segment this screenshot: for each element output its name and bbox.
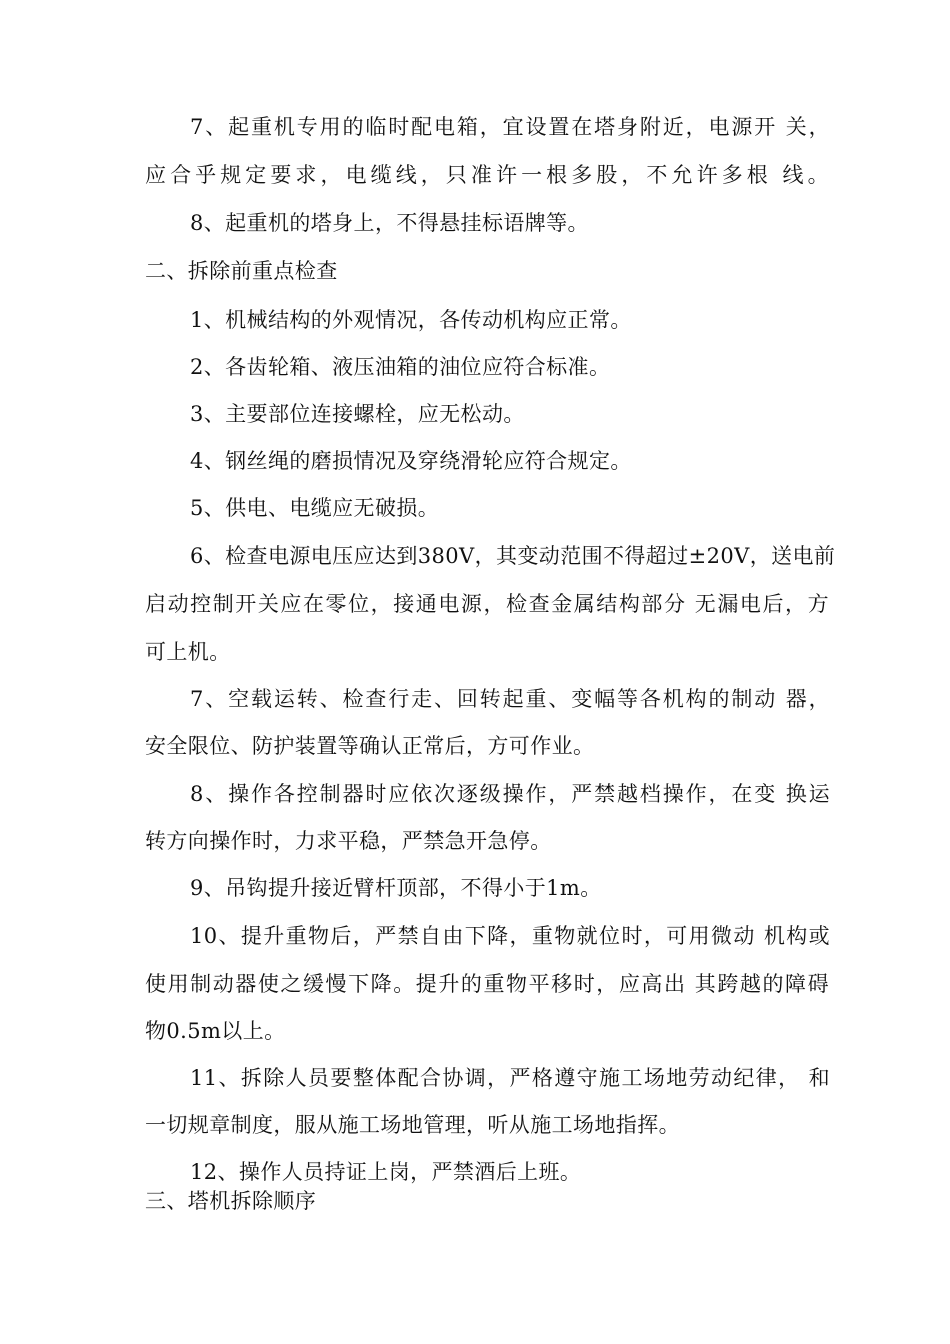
check-item-6-line-2: 启动控制开关应在零位，接通电源，检查金属结构部分 无漏电后，方 bbox=[145, 592, 829, 616]
check-item-3: 3、主要部位连接螺栓，应无松动。 bbox=[190, 402, 525, 426]
paragraph-7-line-2: 应合乎规定要求，电缆线，只准许一根多股，不允许多根 线。 bbox=[145, 163, 829, 187]
paragraph-7-line-1: 7、起重机专用的临时配电箱，宜设置在塔身附近，电源开 关， bbox=[190, 115, 830, 139]
check-item-6-line-3: 可上机。 bbox=[145, 640, 231, 664]
check-item-4: 4、钢丝绳的磨损情况及穿绕滑轮应符合规定。 bbox=[190, 449, 632, 473]
check-item-8-line-2: 转方向操作时，力求平稳，严禁急开急停。 bbox=[145, 829, 552, 853]
check-item-7-line-2: 安全限位、防护装置等确认正常后，方可作业。 bbox=[145, 734, 595, 758]
check-item-8-line-1: 8、操作各控制器时应依次逐级操作，严禁越档操作，在变 换运 bbox=[190, 782, 830, 806]
check-item-10-line-3: 物0.5m以上。 bbox=[145, 1019, 286, 1043]
check-item-1: 1、机械结构的外观情况，各传动机构应正常。 bbox=[190, 308, 632, 332]
section-heading-2: 二、拆除前重点检查 bbox=[145, 259, 338, 283]
check-item-10-line-2: 使用制动器使之缓慢下降。提升的重物平移时，应高出 其跨越的障碍 bbox=[145, 972, 829, 996]
check-item-2: 2、各齿轮箱、液压油箱的油位应符合标准。 bbox=[190, 355, 611, 379]
check-item-5: 5、供电、电缆应无破损。 bbox=[190, 496, 440, 520]
check-item-10-line-1: 10、提升重物后，严禁自由下降，重物就位时，可用微动 机构或 bbox=[190, 924, 830, 948]
paragraph-8: 8、起重机的塔身上，不得悬挂标语牌等。 bbox=[190, 211, 589, 235]
check-item-7-line-1: 7、空载运转、检查行走、回转起重、变幅等各机构的制动 器， bbox=[190, 687, 830, 711]
check-item-12: 12、操作人员持证上岗，严禁酒后上班。 bbox=[190, 1160, 582, 1184]
section-heading-3: 三、塔机拆除顺序 bbox=[145, 1189, 317, 1213]
check-item-11-line-1: 11、拆除人员要整体配合协调，严格遵守施工场地劳动纪律， 和 bbox=[190, 1066, 830, 1090]
check-item-11-line-2: 一切规章制度，服从施工场地管理，听从施工场地指挥。 bbox=[145, 1113, 680, 1137]
check-item-9: 9、吊钩提升接近臂杆顶部，不得小于1m。 bbox=[190, 876, 602, 900]
check-item-6-line-1: 6、检查电源电压应达到380V，其变动范围不得超过±20V，送电前 bbox=[190, 544, 836, 568]
